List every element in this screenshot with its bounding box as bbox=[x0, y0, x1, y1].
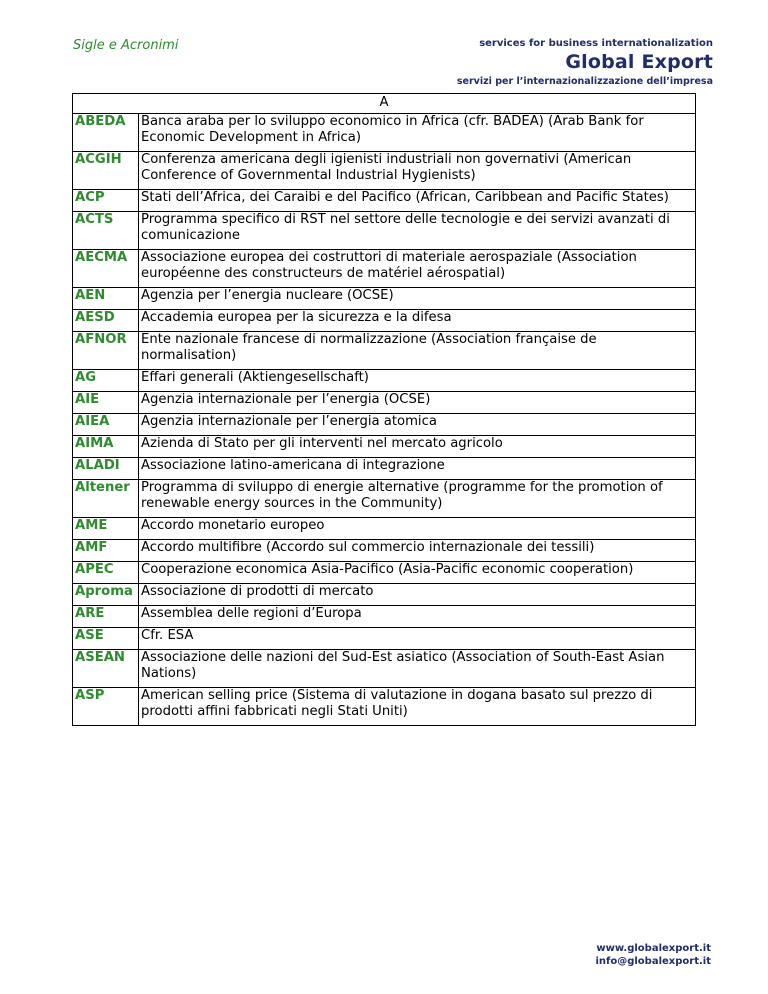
acronym-cell: ALADI bbox=[73, 458, 139, 480]
definition-cell: Cfr. ESA bbox=[139, 628, 696, 650]
table-row bbox=[73, 288, 696, 310]
acronym-cell: AMF bbox=[73, 540, 139, 562]
global-export-logo bbox=[457, 38, 713, 88]
acronym-cell: ABEDA bbox=[73, 114, 139, 152]
definition-cell: Azienda di Stato per gli interventi nel mercato agricolo bbox=[139, 436, 696, 458]
definition-cell: Ente nazionale francese di normalizzazione (Association française de normalisation) bbox=[139, 332, 696, 370]
acronym-cell: AIEA bbox=[73, 414, 139, 436]
logo-brand: Global Export bbox=[565, 51, 713, 73]
definition-cell: Accordo monetario europeo bbox=[139, 518, 696, 540]
table-row bbox=[73, 688, 696, 726]
acronym-cell: AME bbox=[73, 518, 139, 540]
logo-tagline-en: services for business internationalization bbox=[479, 38, 713, 49]
section-letter: A bbox=[73, 94, 696, 114]
table-row bbox=[73, 190, 696, 212]
definition-cell: Conferenza americana degli igienisti industriali non governativi (American Conference of Governmental Industrial Hygienists) bbox=[139, 152, 696, 190]
definition-cell: Assemblea delle regioni d’Europa bbox=[139, 606, 696, 628]
table-row bbox=[73, 650, 696, 688]
definition-cell: Banca araba per lo sviluppo economico in Africa (cfr. BADEA) (Arab Bank for Economic Development in Africa) bbox=[139, 114, 696, 152]
table-row bbox=[73, 250, 696, 288]
footer-website: www.globalexport.it bbox=[596, 943, 711, 954]
acronym-cell: AECMA bbox=[73, 250, 139, 288]
logo-tagline-it: servizi per l’internazionalizzazione dell’impresa bbox=[456, 76, 713, 87]
definition-cell: Stati dell’Africa, dei Caraibi e del Pacifico (African, Caribbean and Pacific States) bbox=[139, 190, 696, 212]
definition-cell: Accademia europea per la sicurezza e la difesa bbox=[139, 310, 696, 332]
definition-cell: Effari generali (Aktiengesellschaft) bbox=[139, 370, 696, 392]
table-row bbox=[73, 606, 696, 628]
table-row bbox=[73, 212, 696, 250]
table-row bbox=[73, 332, 696, 370]
acronym-cell: AESD bbox=[73, 310, 139, 332]
acronym-cell: ACTS bbox=[73, 212, 139, 250]
footer-email: info@globalexport.it bbox=[595, 956, 711, 967]
acronym-cell: ARE bbox=[73, 606, 139, 628]
acronym-cell: AIE bbox=[73, 392, 139, 414]
footer-contacts bbox=[595, 942, 711, 968]
table-row bbox=[73, 628, 696, 650]
acronym-cell: ASE bbox=[73, 628, 139, 650]
definition-cell: Cooperazione economica Asia-Pacifico (Asia-Pacific economic cooperation) bbox=[139, 562, 696, 584]
table-row bbox=[73, 414, 696, 436]
definition-cell: Associazione europea dei costruttori di materiale aerospaziale (Association européenne des constructeurs de matériel aérospatial) bbox=[139, 250, 696, 288]
definition-cell: Agenzia internazionale per l’energia (OCSE) bbox=[139, 392, 696, 414]
acronym-cell: AEN bbox=[73, 288, 139, 310]
table-row bbox=[73, 310, 696, 332]
definition-cell: Agenzia per l’energia nucleare (OCSE) bbox=[139, 288, 696, 310]
definition-cell: Associazione latino-americana di integrazione bbox=[139, 458, 696, 480]
acronym-cell: ASP bbox=[73, 688, 139, 726]
acronym-cell: AG bbox=[73, 370, 139, 392]
table-row bbox=[73, 518, 696, 540]
definition-cell: Accordo multifibre (Accordo sul commercio internazionale dei tessili) bbox=[139, 540, 696, 562]
acronym-table-body bbox=[73, 114, 696, 726]
acronym-cell: AFNOR bbox=[73, 332, 139, 370]
acronym-cell: ASEAN bbox=[73, 650, 139, 688]
acronym-cell: AIMA bbox=[73, 436, 139, 458]
table-row bbox=[73, 562, 696, 584]
acronym-cell: APEC bbox=[73, 562, 139, 584]
document-title: Sigle e Acronimi bbox=[73, 38, 179, 53]
definition-cell: Associazione delle nazioni del Sud-Est asiatico (Association of South-East Asian Nations) bbox=[139, 650, 696, 688]
acronym-cell: ACGIH bbox=[73, 152, 139, 190]
acronym-cell: Altener bbox=[73, 480, 139, 518]
acronym-cell: ACP bbox=[73, 190, 139, 212]
table-row bbox=[73, 392, 696, 414]
definition-cell: American selling price (Sistema di valutazione in dogana basato sul prezzo di prodotti affini fabbricati negli Stati Uniti) bbox=[139, 688, 696, 726]
section-header-row bbox=[73, 94, 696, 114]
acronym-cell: Aproma bbox=[73, 584, 139, 606]
table-row bbox=[73, 114, 696, 152]
table-row bbox=[73, 436, 696, 458]
table-row bbox=[73, 540, 696, 562]
table-row bbox=[73, 152, 696, 190]
definition-cell: Programma specifico di RST nel settore delle tecnologie e dei servizi avanzati di comunicazione bbox=[139, 212, 696, 250]
table-row bbox=[73, 480, 696, 518]
definition-cell: Programma di sviluppo di energie alternative (programme for the promotion of renewable energy sources in the Community) bbox=[139, 480, 696, 518]
definition-cell: Agenzia internazionale per l’energia atomica bbox=[139, 414, 696, 436]
acronym-table bbox=[72, 93, 696, 726]
table-row bbox=[73, 370, 696, 392]
table-row bbox=[73, 584, 696, 606]
definition-cell: Associazione di prodotti di mercato bbox=[139, 584, 696, 606]
table-row bbox=[73, 458, 696, 480]
